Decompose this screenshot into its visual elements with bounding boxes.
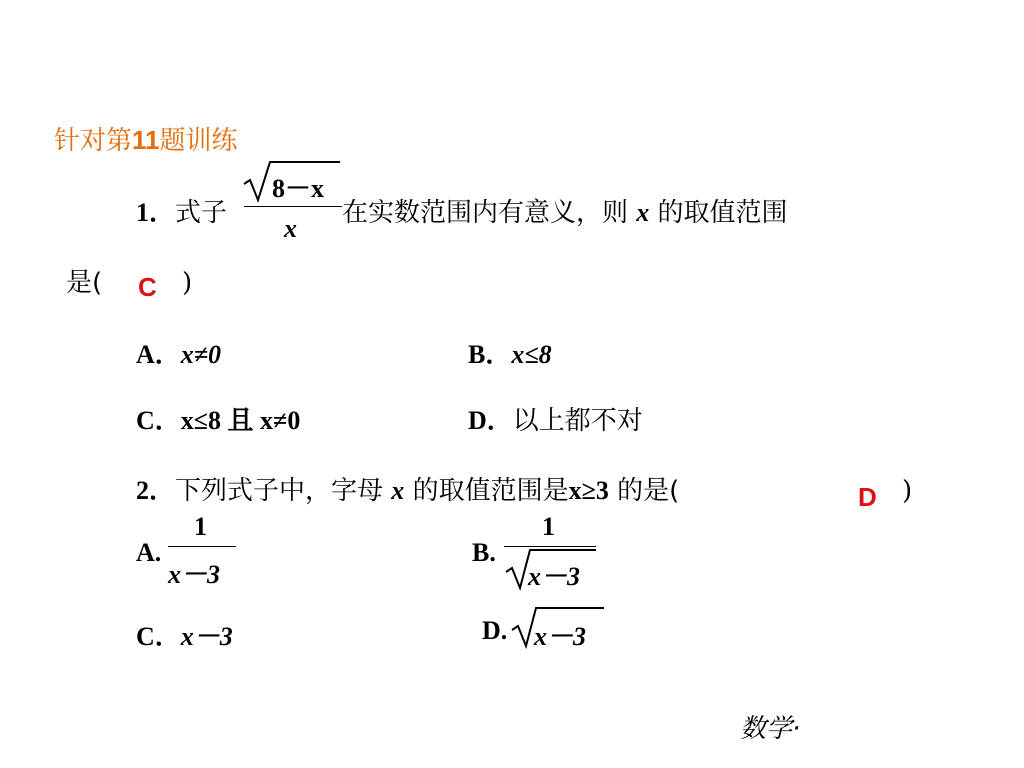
q1-lead: 式子 (175, 198, 228, 228)
q2-var: x (391, 476, 405, 505)
q2-option-b-label: B. (472, 538, 496, 567)
q2-option-c (136, 616, 233, 653)
q1-option-d (468, 400, 643, 437)
q2-option-c-label: C． (136, 622, 181, 651)
q1-option-b (468, 334, 552, 371)
q1-option-a-expr: x≠0 (180, 340, 222, 369)
q2-text2: 的取值范围是 (412, 476, 569, 506)
q2-cond: x≥3 (568, 476, 609, 505)
q1-option-c-expr: x≤8 且 x≠0 (180, 406, 301, 435)
q1-option-c-label: C． (136, 406, 181, 435)
q2-answer: D (858, 482, 877, 512)
q1-line1-tail (342, 198, 788, 228)
q2-close-paren: ) (902, 476, 913, 506)
q1-var: x (636, 198, 650, 227)
q1-frac-denominator: x (284, 214, 297, 243)
section-title-number: 11 (132, 125, 160, 155)
q1-frac-line (244, 206, 342, 207)
q1-option-a (136, 334, 221, 371)
q1-number: 1． (136, 198, 176, 227)
q2-option-d-label: D. (482, 616, 508, 645)
q2-option-d-expr: x－3 (534, 622, 587, 651)
q1-answer: C (138, 272, 157, 302)
q1-option-a-label: A． (136, 340, 181, 369)
q1-frac-numerator: 8－x (272, 174, 325, 203)
q2-option-b-frac-line (504, 546, 596, 547)
q2-text1: 下列式子中，字母 (175, 476, 384, 506)
q1-close-paren: ) (182, 268, 193, 298)
section-title-suffix: 题训练 (159, 126, 238, 156)
q1-tail: 在实数范围内有意义，则 (342, 198, 629, 228)
q1-line2 (66, 268, 102, 298)
q1-option-b-label: B． (468, 340, 512, 369)
q2-number: 2． (136, 476, 176, 505)
q2-option-a-label: A. (136, 538, 162, 567)
q1-option-c (136, 400, 300, 437)
section-title-prefix: 针对第 (54, 126, 133, 156)
q1-line2-text: 是( (66, 268, 103, 298)
section-title (54, 120, 238, 157)
q1-option-d-expr: 以上都不对 (512, 406, 643, 436)
q1-line1 (136, 198, 227, 228)
q2-option-b-numerator: 1 (542, 512, 555, 541)
q2-option-b-denominator: x－3 (528, 562, 581, 591)
q2-option-a-frac-line (168, 546, 236, 547)
footer-subject: 数学· (740, 714, 801, 744)
q2-line1 (136, 476, 679, 506)
q2-text3: 的是( (617, 476, 680, 506)
q1-tail2: 的取值范围 (657, 198, 788, 228)
q2-option-a-denominator: x－3 (168, 560, 221, 589)
q2-option-a-numerator: 1 (194, 512, 207, 541)
q2-option-c-expr: x－3 (180, 622, 233, 651)
q1-option-b-expr: x≤8 (511, 340, 552, 369)
q1-option-d-label: D． (468, 406, 513, 435)
